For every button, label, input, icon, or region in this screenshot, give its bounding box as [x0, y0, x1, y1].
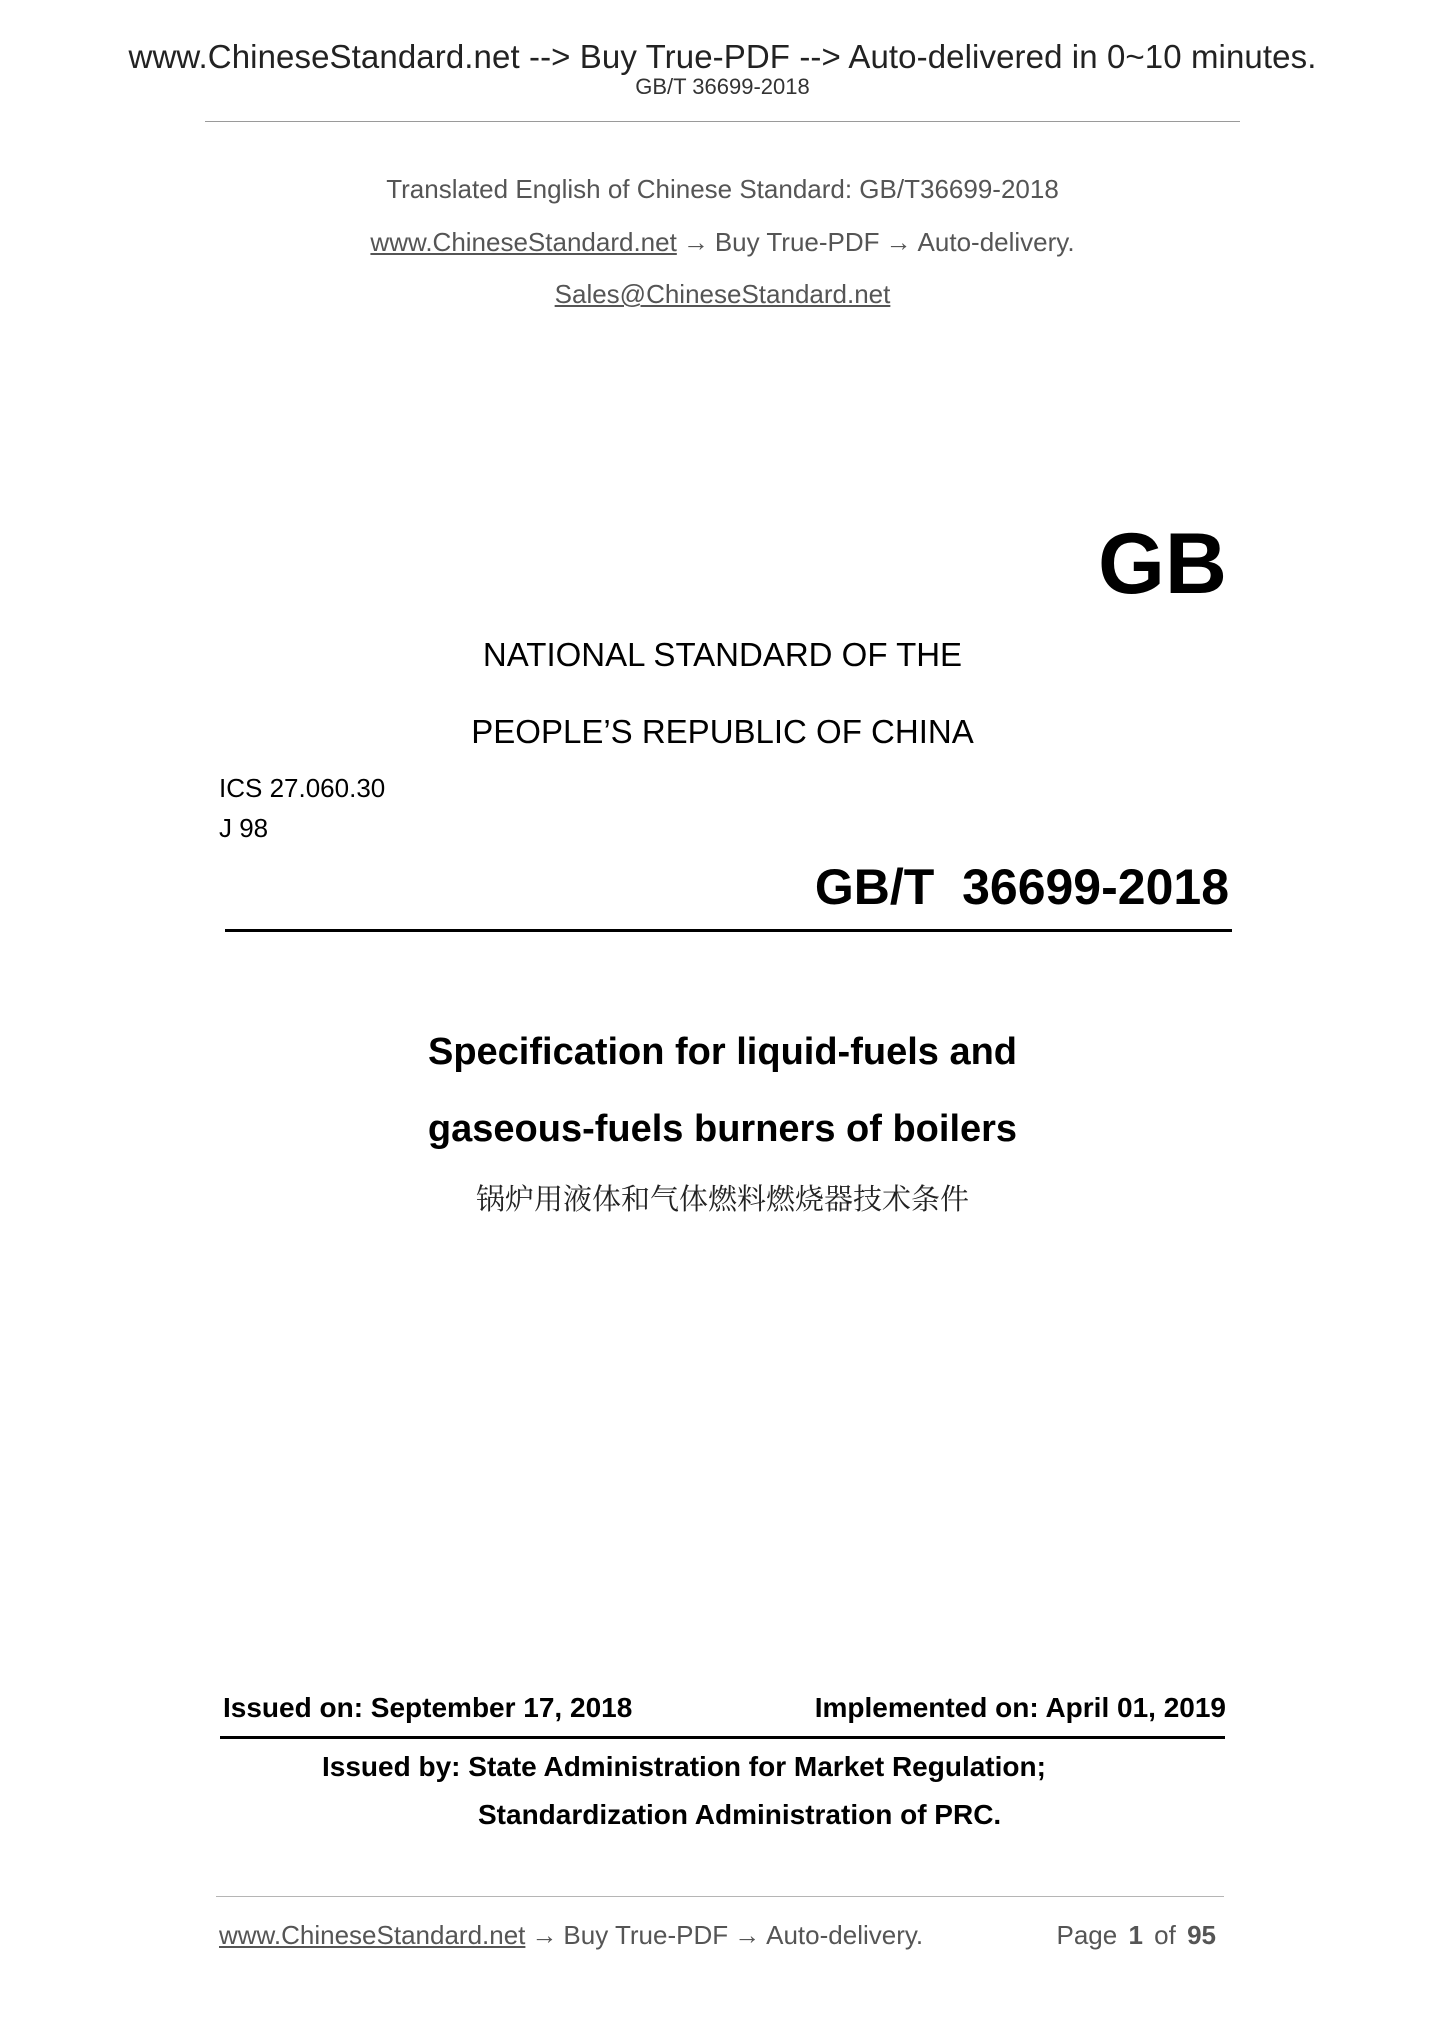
issued-by-line-2: Standardization Administration of PRC. [478, 1799, 1002, 1830]
ics-code: ICS 27.060.30 [219, 773, 386, 803]
arrow-icon: → [734, 1920, 761, 1950]
issued-by-line-1: Issued by: State Administration for Market Regulation; [322, 1751, 1046, 1782]
national-standard-line-1: NATIONAL STANDARD OF THE [482, 636, 963, 673]
header-standard-code: GB/T 36699-2018 [635, 74, 810, 99]
arrow-icon: → [531, 1920, 558, 1950]
footer-buy-text: Buy True-PDF [563, 1920, 729, 1950]
arrow-icon: → [682, 227, 709, 257]
standard-number: GB/T 36699-2018 [814, 859, 1229, 915]
page-label: Page [1056, 1920, 1118, 1950]
footer-divider [216, 1896, 1224, 1897]
implemented-on-date: Implemented on: April 01, 2019 [814, 1692, 1226, 1723]
buy-text: Buy True-PDF [714, 227, 880, 257]
footer-site-link[interactable]: www.ChineseStandard.net [219, 1920, 526, 1950]
j-code: J 98 [219, 813, 269, 843]
arrow-icon: → [885, 227, 912, 257]
translation-note: Translated English of Chinese Standard: GB/T36699-2018 [386, 174, 1059, 204]
title-line-2: gaseous-fuels burners of boilers [427, 1108, 1018, 1150]
header-divider [205, 121, 1240, 122]
page-total: 95 [1187, 1920, 1216, 1950]
national-standard-line-2: PEOPLE’S REPUBLIC OF CHINA [471, 713, 974, 750]
page-indicator [1056, 1920, 1220, 1951]
footer-purchase-links [219, 1920, 923, 1951]
title-line-1: Specification for liquid-fuels and [427, 1031, 1018, 1073]
email-line [0, 279, 1445, 310]
email-link[interactable]: Sales@ChineseStandard.net [554, 279, 891, 309]
site-link[interactable]: www.ChineseStandard.net [370, 227, 677, 257]
purchase-links [0, 227, 1445, 258]
standard-number-divider [225, 929, 1232, 932]
gb-logo-mark: GB [1098, 516, 1227, 612]
title-chinese: 锅炉用液体和气体燃料燃烧器技术条件 [475, 1182, 969, 1216]
top-banner: www.ChineseStandard.net --> Buy True-PDF --> Auto-delivered in 0~10 minutes. [128, 38, 1317, 75]
page-of: of [1154, 1920, 1176, 1950]
delivery-text: Auto-delivery. [917, 227, 1075, 257]
issue-divider [220, 1736, 1225, 1739]
issued-on-date: Issued on: September 17, 2018 [223, 1692, 633, 1723]
footer-delivery-text: Auto-delivery. [766, 1920, 924, 1950]
page-current: 1 [1128, 1920, 1143, 1950]
